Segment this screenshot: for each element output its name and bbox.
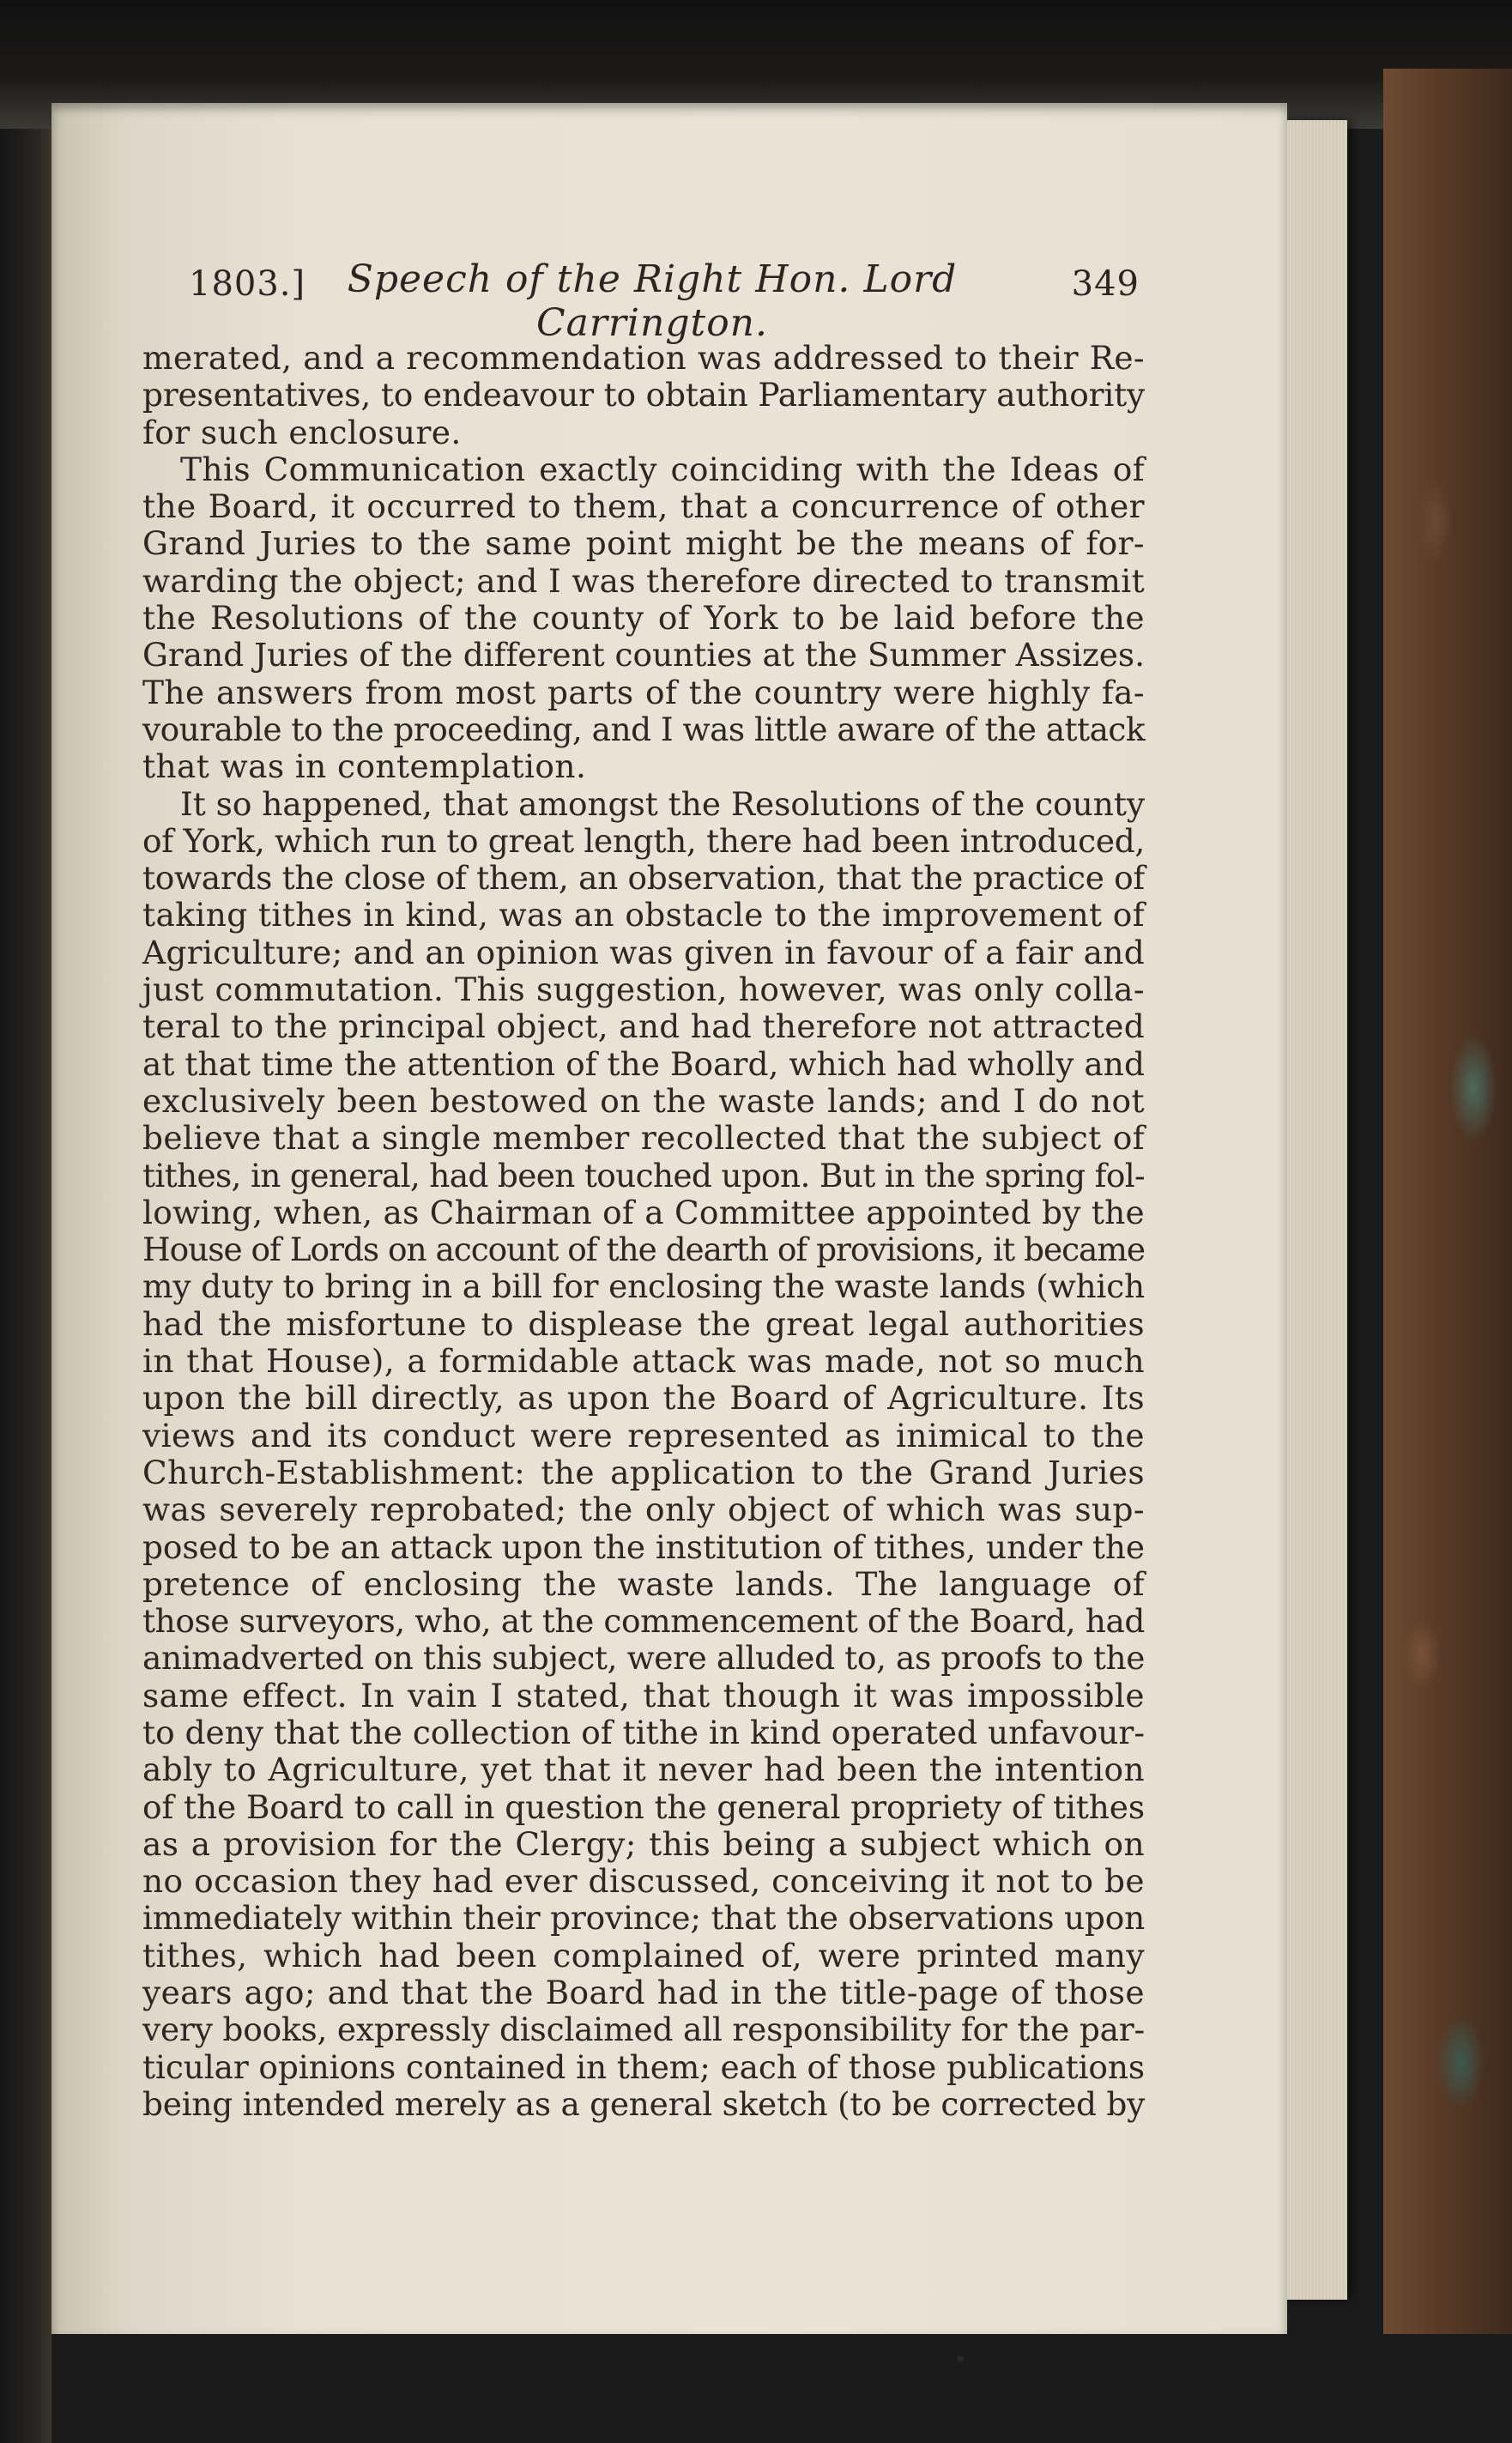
text-line: lowing, when, as Chairman of a Committee appointed by the bbox=[142, 1193, 1145, 1231]
text-line: as a provision for the Clergy; this being a subject which on bbox=[142, 1824, 1145, 1863]
text-line: the Board, it occurred to them, that a concurrence of other bbox=[142, 487, 1145, 526]
text-line: towards the close of them, an observation, that the practice of bbox=[142, 859, 1145, 898]
text-line: taking tithes in kind, was an obstacle to the improvement of bbox=[142, 896, 1145, 934]
text-line: to deny that the collection of tithe in kind operated unfavour- bbox=[142, 1713, 1145, 1751]
text-line: was severely reprobated; the only object of which was sup- bbox=[142, 1491, 1145, 1529]
running-head-year: 1803.] bbox=[189, 264, 306, 304]
text-line: exclusively been bestowed on the waste lands; and I do not bbox=[142, 1081, 1145, 1120]
text-line: very books, expressly disclaimed all responsibility for the par- bbox=[142, 2011, 1145, 2049]
text-line: immediately within their province; that the observations upon bbox=[142, 1899, 1145, 1938]
text-line: no occasion they had ever discussed, conceiving it not to be bbox=[142, 1862, 1145, 1901]
text-line: This Communication exactly coinciding with the Ideas of bbox=[180, 450, 1145, 488]
text-line: The answers from most parts of the country were highly fa- bbox=[142, 673, 1145, 711]
text-line: the Resolutions of the county of York to be laid before the bbox=[142, 599, 1145, 638]
text-line: ticular opinions contained in them; each of those publications bbox=[142, 2047, 1145, 2086]
text-line: teral to the principal object, and had therefore not attracted bbox=[142, 1007, 1145, 1046]
text-line: of York, which run to great length, there had been introduced, bbox=[142, 821, 1145, 860]
text-line: pretence of enclosing the waste lands. The language of bbox=[142, 1564, 1145, 1603]
text-line: warding the object; and I was therefore directed to transmit bbox=[142, 561, 1145, 600]
text-line: posed to be an attack upon the institution of tithes, under the bbox=[142, 1527, 1145, 1566]
text-line: ably to Agriculture, yet that it never had been the intention bbox=[142, 1751, 1145, 1789]
page-number: 349 bbox=[1071, 264, 1140, 304]
marbled-cover-edge bbox=[1383, 69, 1512, 2334]
text-line: years ago; and that the Board had in the title-page of those bbox=[142, 1974, 1145, 2012]
book-binding-edge bbox=[0, 0, 51, 2443]
text-line: upon the bill directly, as upon the Board of Agriculture. Its bbox=[142, 1379, 1145, 1418]
text-line: Church-Establishment: the application to the Grand Juries bbox=[142, 1453, 1145, 1491]
text-line: Agriculture; and an opinion was given in favour of a fair and bbox=[142, 933, 1145, 971]
text-line: Grand Juries to the same point might be the means of for- bbox=[142, 524, 1145, 563]
text-line: for such enclosure. bbox=[142, 413, 462, 451]
text-line: being intended merely as a general sketch (to be corrected by bbox=[142, 2084, 1145, 2123]
text-line: It so happened, that amongst the Resolutions of the county bbox=[180, 784, 1145, 823]
text-line: animadverted on this subject, were alluded to, as proofs to the bbox=[142, 1639, 1145, 1678]
text-line: had the misfortune to displease the great legal authorities bbox=[142, 1304, 1145, 1343]
running-head-title: Speech of the Right Hon. Lord Carrington. bbox=[347, 257, 958, 345]
text-line: tithes, in general, had been touched upon. But in the spring fol- bbox=[142, 1156, 1145, 1194]
body-text bbox=[142, 340, 1145, 2123]
text-line: that was in contemplation. bbox=[142, 747, 587, 786]
running-head bbox=[189, 257, 1140, 345]
text-line: believe that a single member recollected that the subject of bbox=[142, 1119, 1145, 1158]
text-line: views and its conduct were represented as inimical to the bbox=[142, 1416, 1145, 1454]
text-line: of the Board to call in question the general propriety of tithes bbox=[142, 1787, 1145, 1826]
text-line: in that House), a formidable attack was made, not so much bbox=[142, 1342, 1145, 1381]
text-line: at that time the attention of the Board, which had wholly and bbox=[142, 1044, 1145, 1083]
text-line: my duty to bring in a bill for enclosing the waste lands (which bbox=[142, 1267, 1145, 1306]
text-line: same effect. In vain I stated, that though it was impossible bbox=[142, 1676, 1145, 1714]
text-line: just commutation. This suggestion, however, was only colla- bbox=[142, 971, 1145, 1009]
text-line: tithes, which had been complained of, were printed many bbox=[142, 1936, 1145, 1974]
text-line: vourable to the proceeding, and I was little aware of the attack bbox=[142, 710, 1146, 748]
text-line: presentatives, to endeavour to obtain Parliamentary authority bbox=[142, 376, 1145, 414]
text-line: those surveyors, who, at the commencement of the Board, had bbox=[142, 1602, 1145, 1641]
text-line: Grand Juries of the different counties at the Summer Assizes. bbox=[142, 636, 1145, 674]
ink-mark bbox=[957, 2355, 964, 2362]
text-line: merated, and a recommendation was addressed to their Re- bbox=[142, 339, 1145, 377]
text-line: House of Lords on account of the dearth of provisions, it became bbox=[142, 1231, 1145, 1269]
